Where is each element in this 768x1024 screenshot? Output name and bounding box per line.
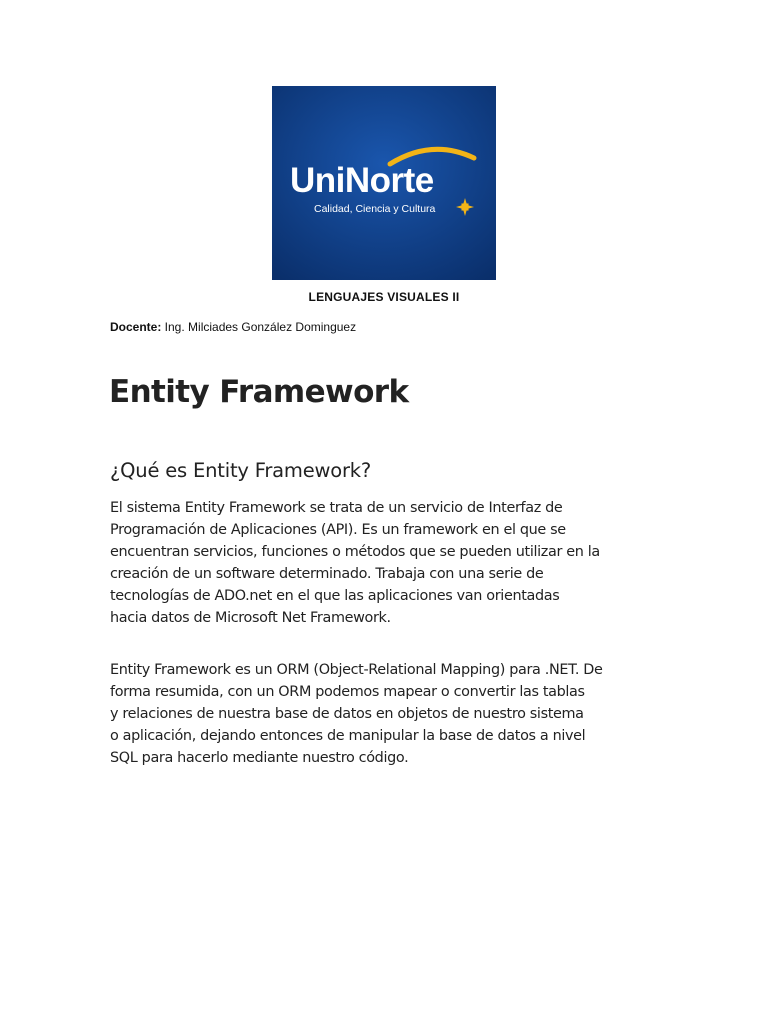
paragraph-line: hacia datos de Microsoft Net Framework. <box>110 610 391 626</box>
paragraph-line: o aplicación, dejando entonces de manipular la base de datos a nivel <box>110 728 586 744</box>
paragraph-definition <box>110 497 670 629</box>
paragraph-line: tecnologías de ADO.net en el que las aplicaciones van orientadas <box>110 588 560 604</box>
teacher-label: Docente: <box>110 320 162 334</box>
logo-tagline: Calidad, Ciencia y Cultura <box>314 203 436 215</box>
paragraph-line: El sistema Entity Framework se trata de un servicio de Interfaz de <box>110 500 563 516</box>
paragraph-line: y relaciones de nuestra base de datos en objetos de nuestro sistema <box>110 706 584 722</box>
course-name: LENGUAJES VISUALES II <box>308 290 460 304</box>
paragraph-orm <box>110 659 670 769</box>
paragraph-line: SQL para hacerlo mediante nuestro código. <box>110 750 409 766</box>
paragraph-line: creación de un software determinado. Trabaja con una serie de <box>110 566 544 582</box>
uninorte-logo <box>272 86 496 280</box>
page-title: Entity Framework <box>109 374 409 410</box>
paragraph-line: Entity Framework es un ORM (Object-Relational Mapping) para .NET. De <box>110 662 603 678</box>
teacher-name: Ing. Milciades González Dominguez <box>161 320 357 334</box>
section-heading: ¿Qué es Entity Framework? <box>110 459 372 482</box>
paragraph-line: Programación de Aplicaciones (API). Es un framework en el que se <box>110 522 566 538</box>
logo-wordmark: UniNorte <box>290 161 434 200</box>
paragraph-line: forma resumida, con un ORM podemos mapear o convertir las tablas <box>110 684 585 700</box>
paragraph-line: encuentran servicios, funciones o métodos que se pueden utilizar en la <box>110 544 600 560</box>
teacher-line <box>110 320 356 334</box>
